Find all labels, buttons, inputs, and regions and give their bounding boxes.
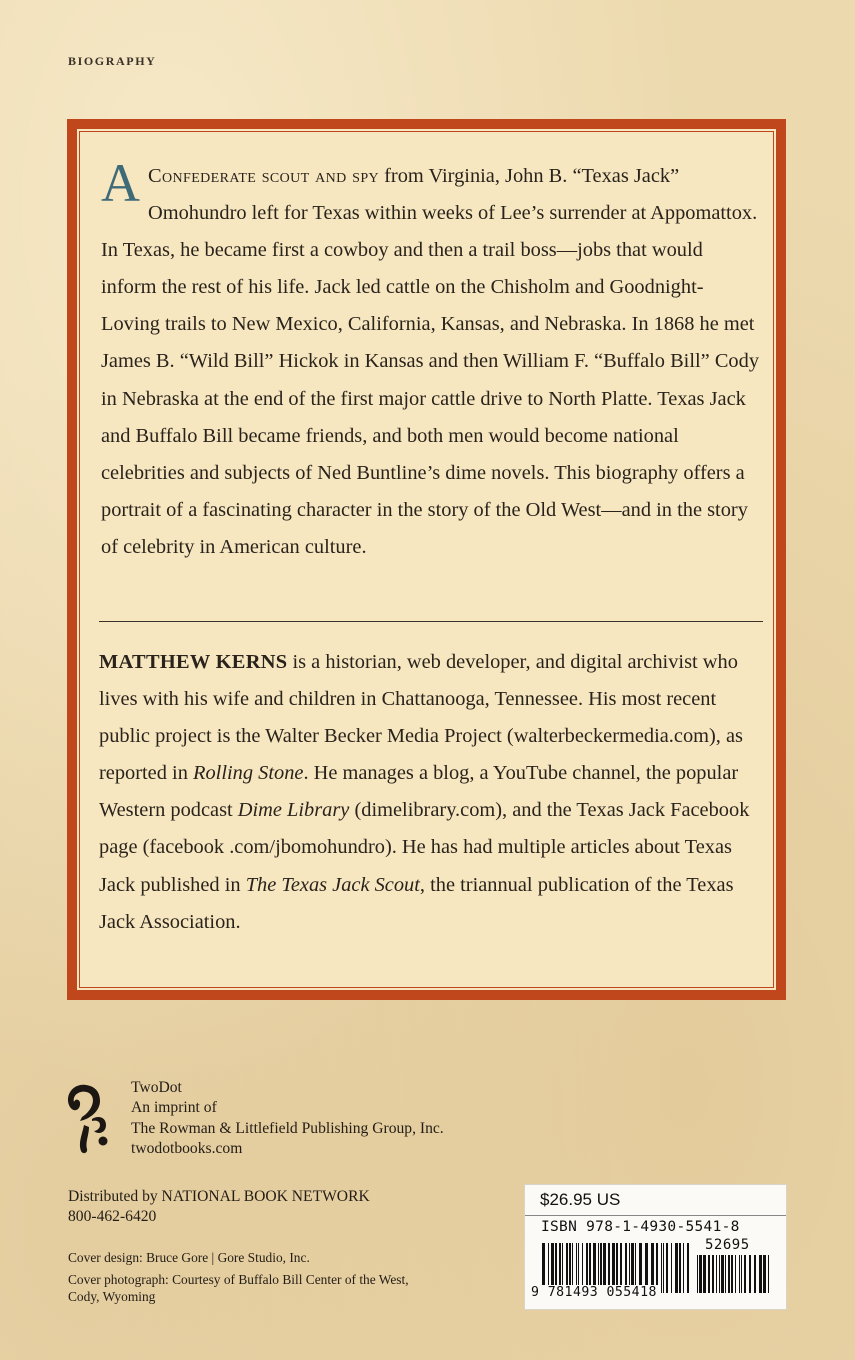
imprint-block (131, 1078, 444, 1160)
distributor-phone: 800-462-6420 (68, 1208, 157, 1226)
cover-credits (68, 1249, 428, 1310)
barcode-bar (671, 1243, 672, 1293)
barcode-bar (735, 1255, 736, 1293)
texas-jack-scout-title: The Texas Jack Scout (245, 873, 420, 896)
barcode-sticker (524, 1184, 787, 1310)
barcode-bar (716, 1255, 717, 1293)
imprint-line: An imprint of (131, 1099, 217, 1117)
barcode-bar (663, 1243, 664, 1293)
barcode-bar (675, 1243, 678, 1293)
barcode-bar (708, 1255, 710, 1293)
barcode-bar (683, 1243, 684, 1293)
lead-in-smallcaps: Confederate scout and spy (148, 165, 380, 187)
addon-barcode (697, 1255, 772, 1293)
barcode-bar (712, 1255, 714, 1293)
rolling-stone-title: Rolling Stone (193, 762, 304, 785)
barcode-bar (744, 1255, 746, 1293)
section-divider (99, 621, 763, 622)
book-description (101, 153, 761, 566)
barcode-bar (719, 1255, 720, 1293)
description-frame (67, 119, 786, 1000)
barcode-bar (754, 1255, 756, 1293)
drop-cap: A (101, 153, 140, 213)
bio-text-1: is a historian, web developer, and digital archivist who lives with his wife and children in Chattanooga, Tennessee. His most recent public project is the Walter Becker Media Project (walterbeckermedia.com), as reported in (99, 651, 743, 785)
barcode-bar (703, 1255, 706, 1293)
imprint-website: twodotbooks.com (131, 1140, 243, 1158)
barcode-bar (699, 1255, 702, 1293)
barcode-bar (759, 1255, 762, 1293)
category-label: BIOGRAPHY (68, 54, 157, 68)
bio-text-2: . He manages a blog, a YouTube channel, the popular Western podcast (99, 762, 739, 822)
ean-digits: 9 781493 055418 (531, 1285, 657, 1300)
barcode-bar (739, 1255, 740, 1293)
author-name: MATTHEW KERNS (99, 651, 288, 673)
barcode-bar (661, 1243, 662, 1293)
barcode-bar (731, 1255, 733, 1293)
author-bio (99, 644, 763, 941)
distributor-line: Distributed by NATIONAL BOOK NETWORK (68, 1188, 370, 1205)
barcode-bar (725, 1255, 726, 1293)
barcode-bar (721, 1255, 724, 1293)
cover-photo-credit: Cover photograph: Courtesy of Buffalo Bill Center of the West, Cody, Wyoming (68, 1272, 409, 1304)
description-text: from Virginia, John B. “Texas Jack” Omohundro left for Texas within weeks of Lee’s surrender at Appomattox. In Texas, he became first a cowboy and then a trail boss—jobs that would inform the rest of his life. Jack led cattle on the Chisholm and Goodnight-Loving trails to New Mexico, California, Kansas, and Nebraska. In 1868 he met James B. “Wild Bill” Hickok in Kansas and then William F. “Buffalo Bill” Cody in Nebraska at the end of the first major cattle drive to North Platte. Texas Jack and Buffalo Bill became friends, and both men would become national celebrities and subjects of Ned Buntline’s dime novels. This biography offers a portrait of a fascinating character in the story of the Old West—and in the story of celebrity in American culture. (101, 165, 760, 558)
barcode-bar (666, 1243, 668, 1293)
bio-text-4: , the triannual publication of the Texas Jack Association. (99, 873, 734, 933)
cover-design-credit: Cover design: Bruce Gore | Gore Studio, Inc. (68, 1250, 310, 1265)
distribution-block (68, 1187, 370, 1228)
imprint-name: TwoDot (131, 1079, 182, 1096)
isbn-label: ISBN 978-1-4930-5541-8 (541, 1219, 740, 1235)
twodot-logo-icon (62, 1081, 112, 1155)
addon-number: 52695 (705, 1237, 750, 1253)
price-divider (525, 1215, 786, 1216)
barcode-bar (697, 1255, 698, 1293)
barcode-bar (749, 1255, 751, 1293)
barcode-bar (728, 1255, 730, 1293)
barcode-bar (741, 1255, 742, 1293)
barcode-bar (768, 1255, 769, 1293)
publisher-name: The Rowman & Littlefield Publishing Group, Inc. (131, 1119, 444, 1137)
barcode-bar (679, 1243, 681, 1293)
bio-text-3: (dimelibrary.com), and the Texas Jack Facebook page (facebook .com/jbomohundro). He has had multiple articles about Texas Jack published in (99, 799, 750, 896)
barcode-bar (687, 1243, 689, 1293)
barcode-bar (763, 1255, 766, 1293)
price-label: $26.95 US (540, 1190, 621, 1209)
dime-library-title: Dime Library (237, 799, 350, 822)
